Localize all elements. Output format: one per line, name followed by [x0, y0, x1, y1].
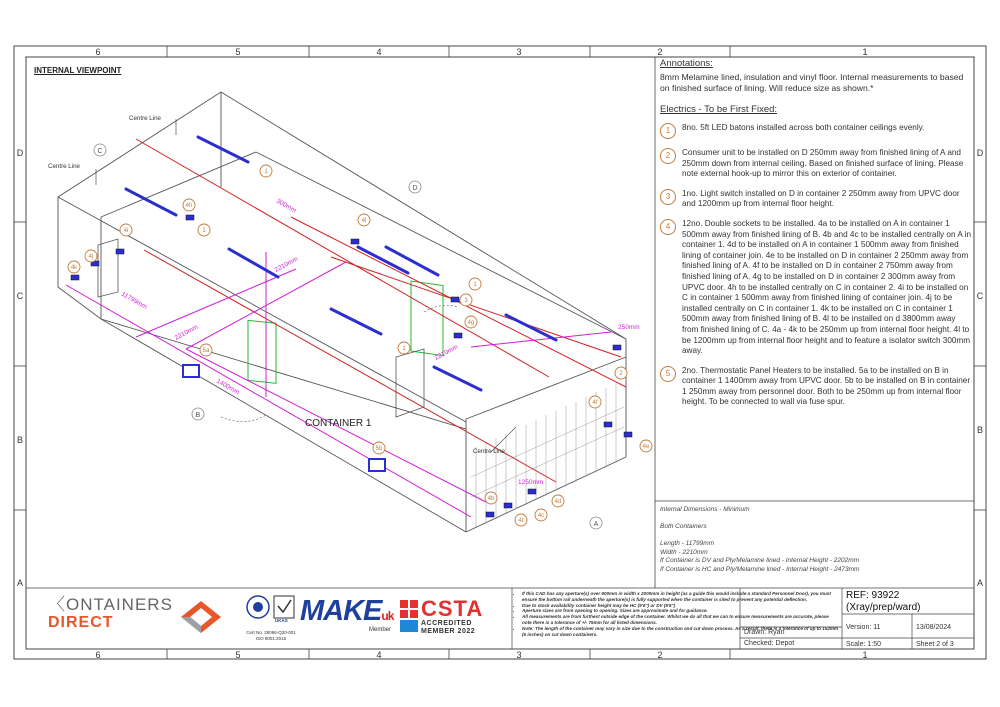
svg-text:1: 1 [402, 346, 406, 352]
svg-text:1: 1 [202, 228, 206, 234]
annotations-panel [660, 58, 972, 417]
side-a-label: A [593, 521, 599, 528]
containers-direct-logo [48, 596, 173, 632]
csta-badge-icon [400, 600, 418, 634]
svg-text:2: 2 [619, 371, 623, 377]
zone-col-1: 1 [862, 47, 868, 57]
dimension-line: If Container is HC and Ply/Melamine lined - Internal Height - 2473mm [660, 565, 860, 573]
zone-col-5-bottom: 5 [235, 650, 241, 660]
svg-text:1250mm: 1250mm [518, 479, 544, 486]
side-c-label: C [97, 148, 103, 155]
svg-text:4f: 4f [592, 400, 598, 406]
drawn-by: Drawn: Ryan [744, 629, 785, 636]
dimension-line: Internal Dimensions - Minimum [660, 506, 750, 513]
zone-row-a-right: A [976, 578, 983, 588]
version: Version: 11 [846, 624, 881, 631]
logo-c-icon: 〈 [48, 595, 66, 614]
certification-badges-icon [246, 594, 296, 624]
zone-col-1-bottom: 1 [862, 650, 868, 660]
container-label: CONTAINER 1 [305, 418, 372, 429]
svg-text:300mm: 300mm [275, 197, 298, 215]
zone-col-4-bottom: 4 [376, 650, 382, 660]
annotation-text: Consumer unit to be installed on D 250mm away from finished lining of A and 250mm down from internal ceiling. Based on finished surface of lining. Please note external hook-up to mirror this on exterior of container. [682, 148, 964, 179]
annotation-text: 2no. Thermostatic Panel Heaters to be installed. 5a to be installed on B in container 1 1400mm away from UPVC door. 5b to be installed on B in container 1 250mm away from personnel door. Both to be 250mm up from internal floor height. To be connected to wall via fuse spur. [682, 365, 971, 407]
scale: Scale: 1:50 [846, 641, 882, 648]
annotation-number: 4 [660, 219, 676, 235]
zone-col-6-bottom: 6 [95, 650, 101, 660]
zone-row-b-right: B [976, 425, 983, 435]
annotation-text: 8no. 5ft LED batons installed across both container ceilings evenly. [682, 123, 925, 132]
zone-row-a: A [16, 578, 23, 588]
annotation-item [660, 219, 972, 357]
zone-col-2: 2 [657, 47, 663, 57]
zone-row-c-right: C [976, 291, 984, 301]
date: 13/08/2024 [916, 624, 952, 631]
viewpoint-title: INTERNAL VIEWPOINT [34, 66, 122, 75]
annotation-item [660, 148, 972, 180]
zone-col-3: 3 [516, 47, 522, 57]
annotation-text: 12no. Double sockets to be installed. 4a to be installed on A in container 1 500mm away from finished lining of B. 4b and 4c to be installed centrally on A in container 1. 4d to be installed on A in container 1 500mm away from finished lining of container join. 4e to be installed on D in container 2 250mm away from finished lining of A. 4f to be installed on D in container 2 750mm away from finished lining of A. 4g to be installed on D in container 2 300mm away from UPVC door. 4h to be installed centrally on C in container 2. 4i to be installed on C in container 1 500mm away from finished lining of container join. 4j to be installed centrally on C in container 1. 4k to be installed on C in container 1 500mm away from finished lining of B. 4l to be installed on d 3800mm away from finished lining of C. 4a - 4k to be 250mm up from internal floor height. 4l to be 1200mm up from internal floor height and to feature a isolator switch 300mm away. [682, 218, 971, 356]
zone-col-4: 4 [376, 47, 382, 57]
centre-line-label-1: Centre Line [129, 115, 161, 122]
svg-text:3: 3 [464, 298, 468, 304]
annotation-item [660, 189, 972, 210]
csta-main: CSTA [421, 596, 484, 621]
annotation-item [660, 123, 972, 139]
ref-sub: (Xray/prep/ward) [846, 601, 921, 613]
svg-text:4t: 4t [518, 518, 524, 524]
disclaimer-item: • All measurements are from furthest outside edge of the container. Whilst we do all that we can to ensure measurements are accurate, please note there is a tolerance of +/- 75mm for all listed dimensions. [522, 614, 839, 626]
annotation-text: 1no. Light switch installed on D in container 2 250mm away from UPVC door and 1200mm up from internal floor height. [682, 188, 960, 209]
sheet-number: Sheet 2 of 3 [916, 641, 954, 648]
zone-row-d: D [16, 148, 24, 158]
centre-line-label-2: Centre Line [48, 163, 80, 170]
svg-text:4k: 4k [70, 265, 78, 271]
cert-line-1: Cert No. 28086-Q20-001 [246, 630, 296, 635]
ukas-label: UKAS [275, 618, 288, 623]
svg-text:11799mm: 11799mm [120, 290, 149, 311]
dimension-line: Both Containers [660, 523, 707, 530]
annotation-number: 5 [660, 366, 676, 382]
svg-text:250mm: 250mm [618, 324, 640, 331]
internal-dimensions [660, 506, 970, 574]
svg-text:2210mm: 2210mm [433, 343, 460, 362]
make-member: Member [369, 627, 392, 633]
svg-text:4e: 4e [642, 444, 650, 450]
centre-line-label-3: Centre Line [473, 448, 505, 455]
svg-text:4g: 4g [467, 320, 475, 326]
diamond-logo-icon [180, 600, 222, 634]
zone-col-6: 6 [95, 47, 101, 57]
annotations-heading: Annotations: [660, 58, 713, 69]
container-drawing [26, 57, 655, 588]
make-main: MAKE [300, 595, 382, 627]
zone-row-b: B [16, 435, 23, 445]
svg-text:4j: 4j [88, 254, 94, 260]
cert-text [246, 630, 296, 641]
dimension-line: Length - 11799mm [660, 540, 715, 547]
annotations-intro: 8mm Melamine lined, insulation and vinyl floor. Internal measurements to based on finished surface of lining. Will reduce size as shown.* [660, 72, 964, 93]
svg-text:4h: 4h [185, 203, 193, 209]
svg-text:5b: 5b [375, 446, 383, 452]
csta-line-1: ACCREDITED [421, 620, 472, 627]
reference [846, 590, 920, 613]
logo-company-line2: DIRECT [48, 614, 114, 631]
zone-col-2-bottom: 2 [657, 650, 663, 660]
csta-line-2: MEMBER 2022 [421, 628, 476, 635]
annotation-number: 1 [660, 123, 676, 139]
zone-col-3-bottom: 3 [516, 650, 522, 660]
zone-row-d-right: D [976, 148, 984, 158]
csta-text [421, 620, 475, 636]
svg-text:4c: 4c [537, 513, 545, 519]
svg-text:4b: 4b [487, 496, 495, 502]
svg-text:4d: 4d [554, 499, 562, 505]
dimension-line [660, 515, 970, 524]
svg-text:1400mm: 1400mm [215, 377, 241, 397]
logo-company-line1: ONTAINERS [66, 595, 173, 614]
electrics-heading: Electrics - To be First Fixed: [660, 104, 778, 115]
svg-text:1: 1 [473, 282, 477, 288]
dimension-line: If Container is DV and Ply/Melamine lined - Internal Height - 2202mm [660, 557, 860, 564]
svg-text:5a: 5a [202, 348, 210, 354]
zone-row-c: C [16, 291, 24, 301]
disclaimer-item: • Aperture sizes are from opening to opening. Sizes are approximate and for guidance. [522, 608, 839, 614]
ref-number: REF: 93922 [846, 590, 900, 601]
disclaimer [514, 591, 839, 637]
svg-text:2210mm: 2210mm [173, 323, 200, 342]
make-uk: uk [381, 609, 394, 623]
annotation-number: 3 [660, 189, 676, 205]
cert-line-2: ISO 9001:2015 [255, 635, 287, 641]
disclaimer-item: • Note: The length of the container may vary in size due to the construction and cut down process. As a result, there is a tolerance of up to 152mm (6 inches) on cut down containers. [522, 626, 839, 638]
svg-text:1: 1 [264, 169, 268, 175]
checked-by: Checked: Depot [744, 640, 795, 647]
make-uk-logo [300, 596, 393, 631]
zone-col-5: 5 [235, 47, 241, 57]
disclaimer-item: • Due to stock availability container height may be HC (9'6") or DV (8'6") [522, 603, 839, 609]
dimension-line: Width - 2210mm [660, 548, 708, 556]
dimension-line [660, 532, 970, 541]
annotation-number: 2 [660, 148, 676, 164]
annotation-item [660, 366, 972, 408]
svg-text:4i: 4i [123, 228, 129, 234]
side-b-label: B [195, 412, 201, 419]
side-d-label: D [412, 185, 418, 192]
disclaimer-item: • If this CAD has any aperture(s) over 900mm in width x 2000mm in height (as a guide this would include a standard Personnel Door), you must ensure the bottom rail underneath the aperture(s) is fully supported when the container is sited to prevent any potential deflection. [522, 591, 839, 603]
svg-text:2210mm: 2210mm [273, 255, 300, 274]
svg-text:4l: 4l [361, 218, 367, 224]
